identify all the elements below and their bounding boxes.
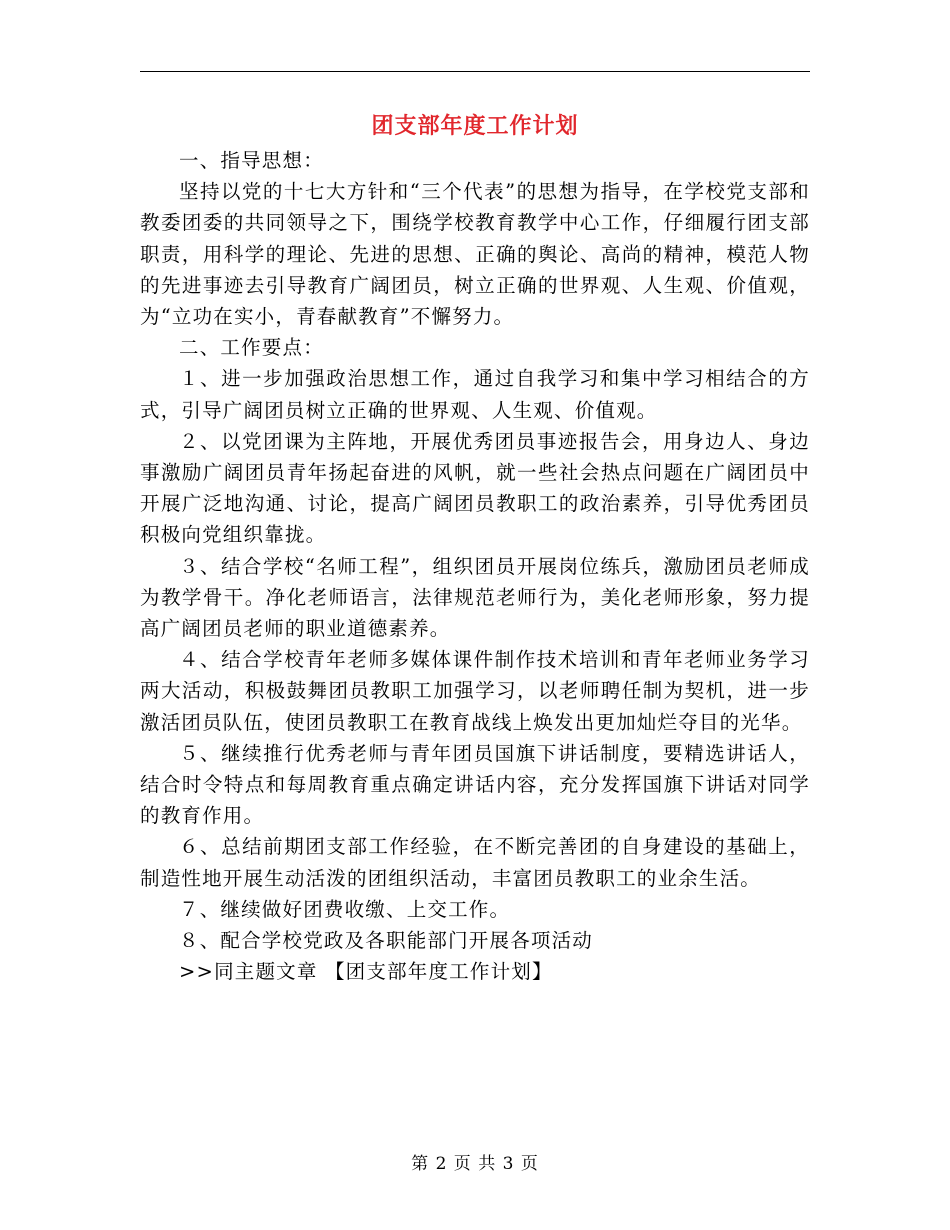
work-point-5: ５、继续推行优秀老师与青年团员国旗下讲话制度，要精选讲话人，结合时令特点和每周教育重点确定讲话内容，充分发挥国旗下讲话对同学的教育作用。 [140, 741, 810, 828]
work-point-3: ３、结合学校“名师工程”，组织团员开展岗位练兵，激励团员老师成为教学骨干。净化老师语言，法律规范老师行为，美化老师形象，努力提高广阔团员老师的职业道德素养。 [140, 554, 810, 641]
document-title: 团支部年度工作计划 [371, 113, 579, 139]
related-article-link[interactable]: >>同主题文章 【团支部年度工作计划】 [179, 960, 553, 984]
work-point-8: ８、配合学校党政及各职能部门开展各项活动 [179, 929, 594, 953]
work-point-2: ２、以党团课为主阵地，开展优秀团员事迹报告会，用身边人、身边事激励广阔团员青年扬起奋进的风帆，就一些社会热点问题在广阔团员中开展广泛地沟通、讨论，提高广阔团员教职工的政治素养，引导优秀团员积极向党组织靠拢。 [140, 429, 810, 547]
page-number-footer: 第 2 页 共 3 页 [411, 1154, 539, 1174]
work-point-1: １、进一步加强政治思想工作，通过自我学习和集中学习相结合的方式，引导广阔团员树立正确的世界观、人生观、价值观。 [140, 367, 810, 422]
work-point-4: ４、结合学校青年老师多媒体课件制作技术培训和青年老师业务学习两大活动，积极鼓舞团员教职工加强学习，以老师聘任制为契机，进一步激活团员队伍，使团员教职工在教育战线上焕发出更加灿烂夺目的光华。 [140, 648, 810, 734]
work-point-6: ６、总结前期团支部工作经验，在不断完善团的自身建设的基础上，制造性地开展生动活泼的团组织活动，丰富团员教职工的业余生活。 [140, 835, 810, 890]
section-heading-work-points: 二、工作要点： [179, 336, 324, 360]
work-point-7: ７、继续做好团费收缴、上交工作。 [179, 897, 511, 921]
header-rule [140, 71, 810, 72]
paragraph-guiding-ideology: 坚持以党的十七大方针和“三个代表”的思想为指导，在学校党支部和教委团委的共同领导之下，围绕学校教育教学中心工作，仔细履行团支部职责，用科学的理论、先进的思想、正确的舆论、高尚的精神，模范人物的先进事迹去引导教育广阔团员，树立正确的世界观、人生观、价值观，为“立功在实小，青春献教育”不懈努力。 [140, 180, 810, 329]
section-heading-guiding-ideology: 一、指导思想： [179, 149, 324, 172]
document-body [140, 145, 810, 987]
